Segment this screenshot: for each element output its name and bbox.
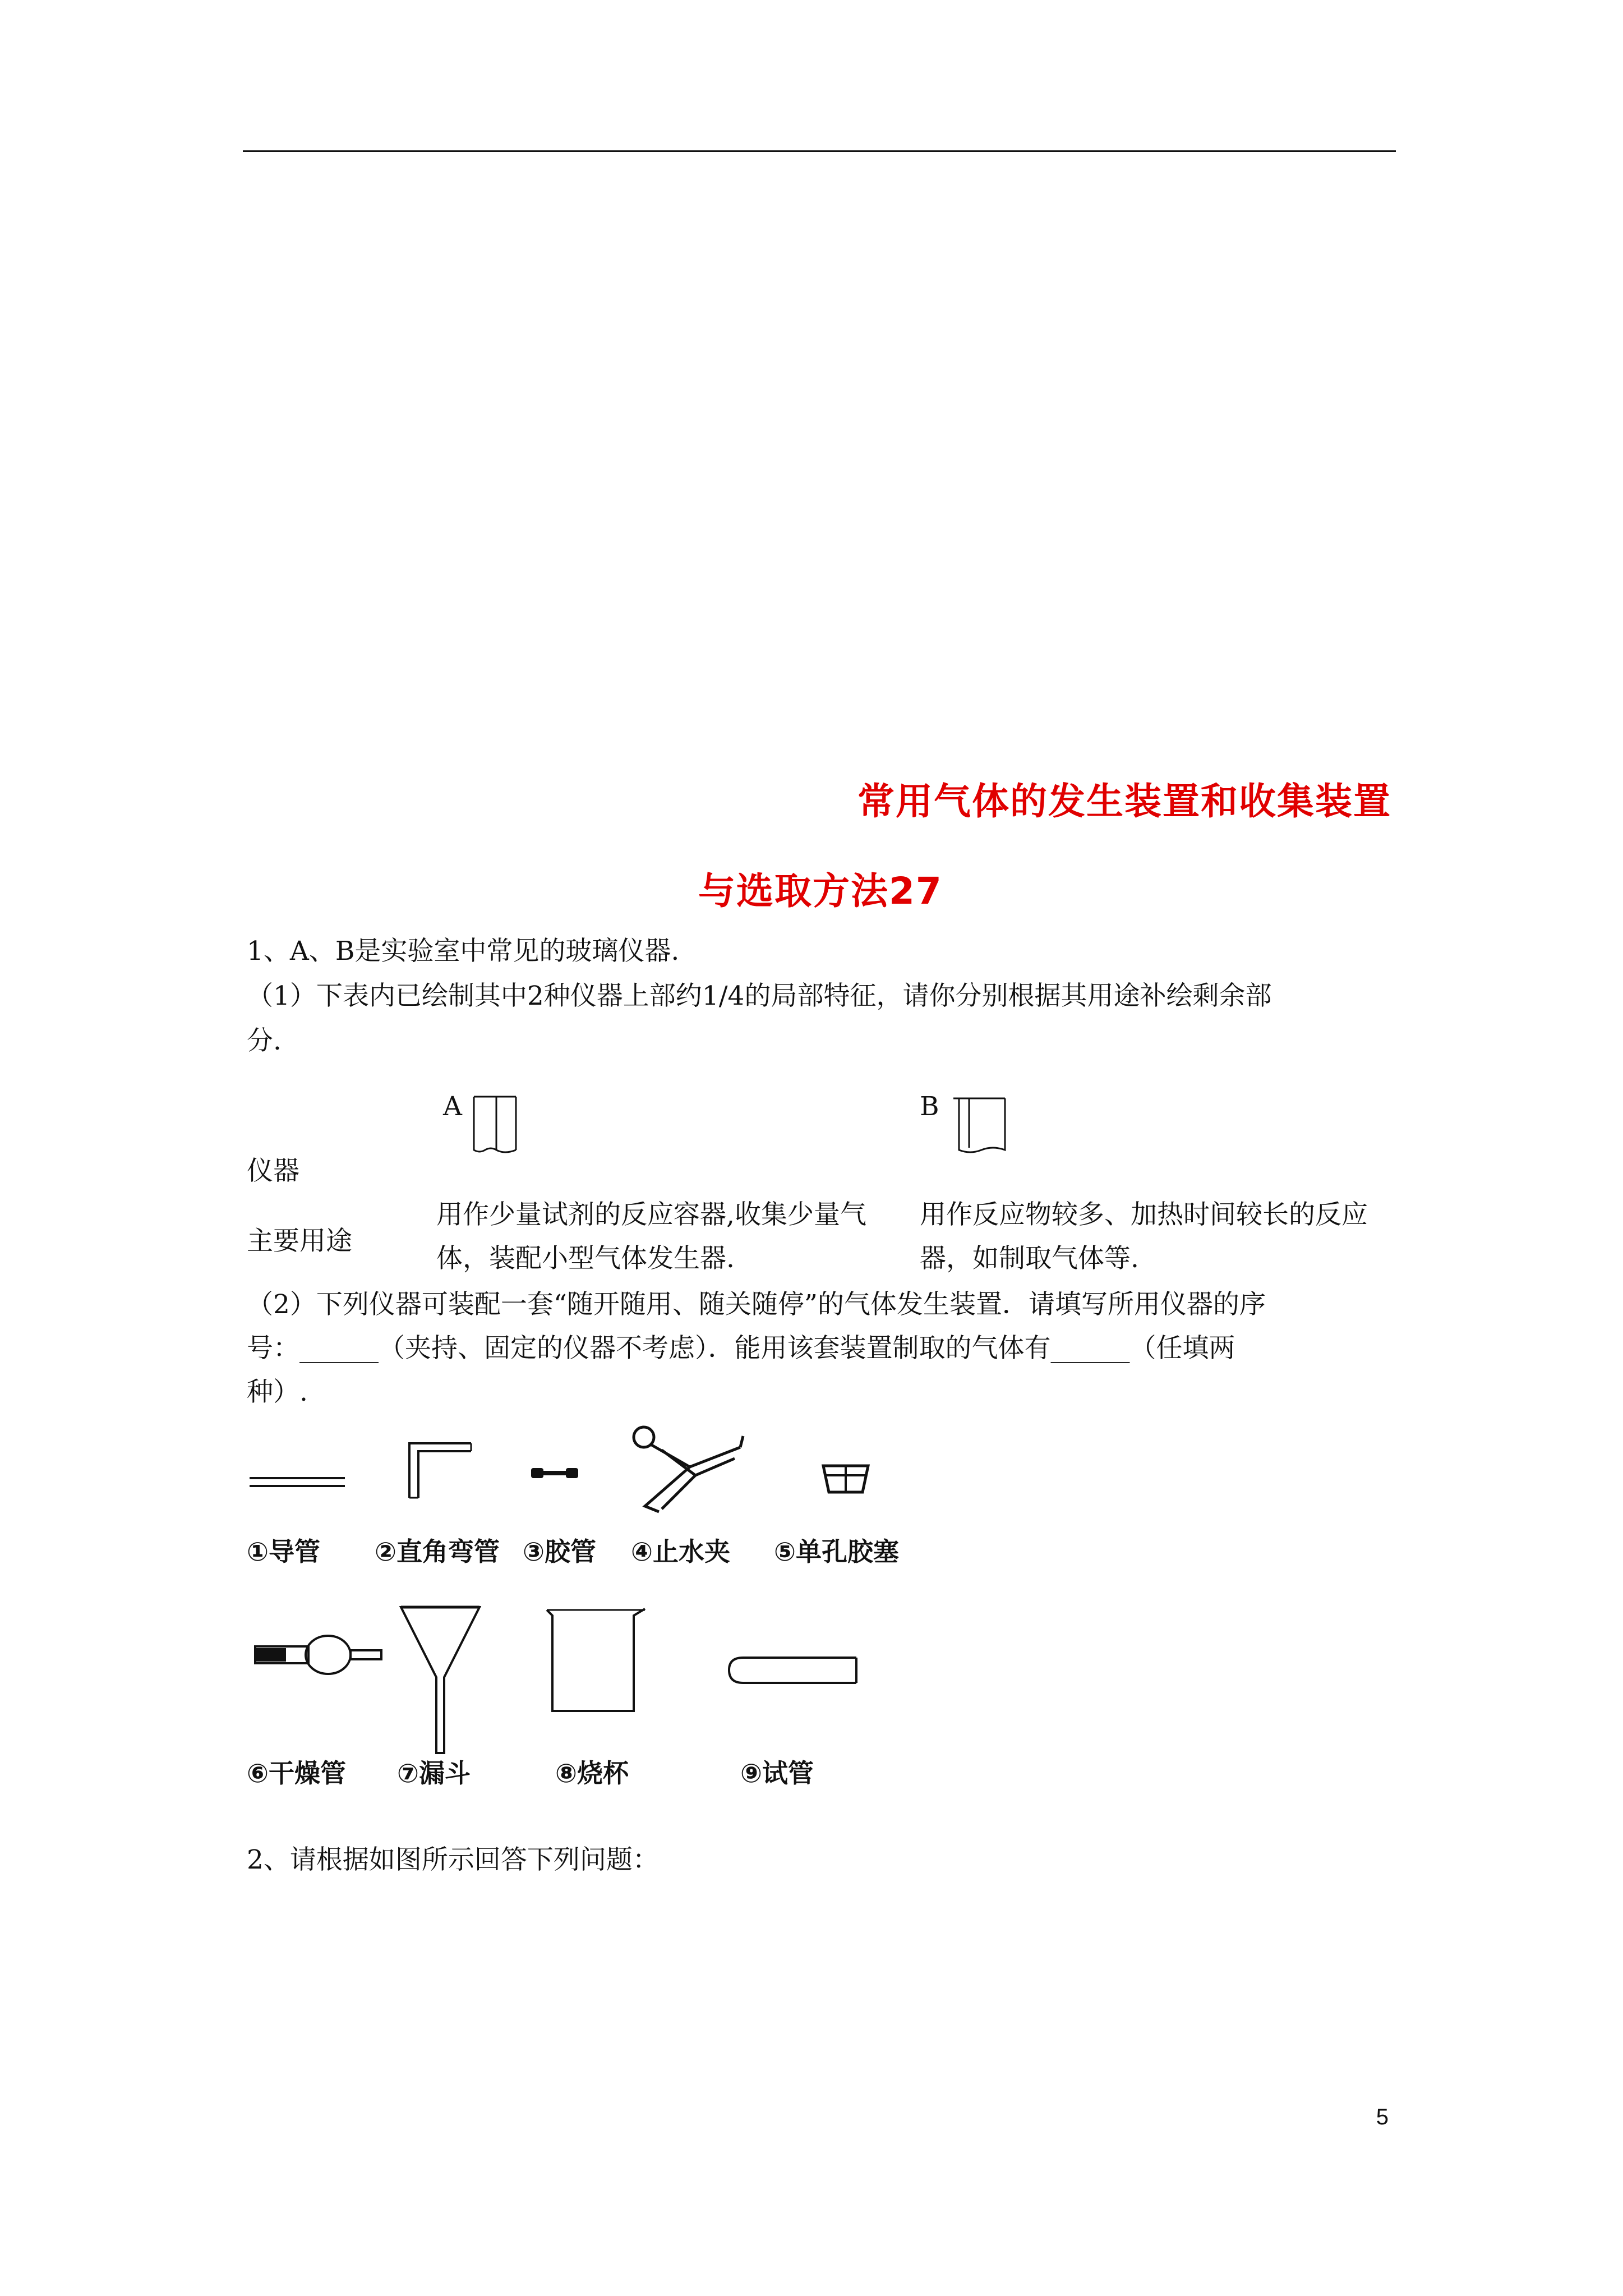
header-rule — [243, 150, 1396, 152]
apparatus-label-3: ③胶管 — [523, 1536, 596, 1567]
q1-intro: 1、A、B是实验室中常见的玻璃仪器. — [247, 936, 680, 967]
apparatus-label-9: ⑨试管 — [740, 1758, 814, 1788]
instrument-b-letter: B — [920, 1091, 939, 1122]
title-line-2: 与选取方法27 — [698, 869, 943, 913]
title-line-1: 常用气体的发生装置和收集装置 — [857, 780, 1391, 823]
usage-b-line2: 器，如制取气体等. — [920, 1243, 1139, 1274]
tube-icon — [247, 1473, 348, 1495]
beaker-icon — [544, 1604, 651, 1717]
drying-tube-icon — [252, 1627, 387, 1683]
clamp-icon — [628, 1425, 751, 1515]
usage-a-line1: 用作少量试剂的反应容器,收集少量气 — [436, 1199, 866, 1230]
bent-tube-icon — [404, 1439, 477, 1501]
q1-part2-line3: 种）. — [247, 1377, 308, 1407]
funnel-icon — [398, 1604, 482, 1756]
usage-a-line2: 体，装配小型气体发生器. — [436, 1243, 735, 1274]
q2-intro: 2、请根据如图所示回答下列问题： — [247, 1844, 659, 1875]
apparatus-label-7: ⑦漏斗 — [397, 1758, 471, 1788]
apparatus-label-1: ①导管 — [247, 1536, 320, 1567]
usage-b-line1: 用作反应物较多、加热时间较长的反应 — [920, 1199, 1368, 1230]
row-label-usage: 主要用途 — [247, 1226, 352, 1257]
rubber-tube-icon — [530, 1461, 580, 1484]
page-number: 5 — [1376, 2105, 1389, 2129]
row-label-instrument: 仪器 — [247, 1156, 299, 1186]
q1-part2-line2: 号：______（夹持、固定的仪器不考虑）．能用该套装置制取的气体有______（任填两 — [247, 1333, 1235, 1364]
test-tube-icon — [726, 1655, 861, 1686]
stopper-icon — [820, 1463, 871, 1497]
instrument-b-sketch — [953, 1094, 1009, 1156]
q1-part1-line1: （1）下表内已绘制其中2种仪器上部约1/4的局部特征，请你分别根据其用途补绘剩余部 — [247, 981, 1272, 1011]
apparatus-label-6: ⑥干燥管 — [247, 1758, 346, 1788]
apparatus-label-8: ⑧烧杯 — [555, 1758, 629, 1788]
apparatus-label-2: ②直角弯管 — [375, 1536, 500, 1567]
apparatus-label-5: ⑤单孔胶塞 — [774, 1536, 899, 1567]
q1-part1-line2: 分. — [247, 1025, 282, 1056]
apparatus-label-4: ④止水夹 — [631, 1536, 730, 1567]
instrument-a-sketch — [471, 1094, 522, 1156]
q1-part2-line1: （2）下列仪器可装配一套“随开随用、随关随停”的气体发生装置．请填写所用仪器的序 — [247, 1289, 1266, 1320]
instrument-a-letter: A — [443, 1091, 462, 1122]
